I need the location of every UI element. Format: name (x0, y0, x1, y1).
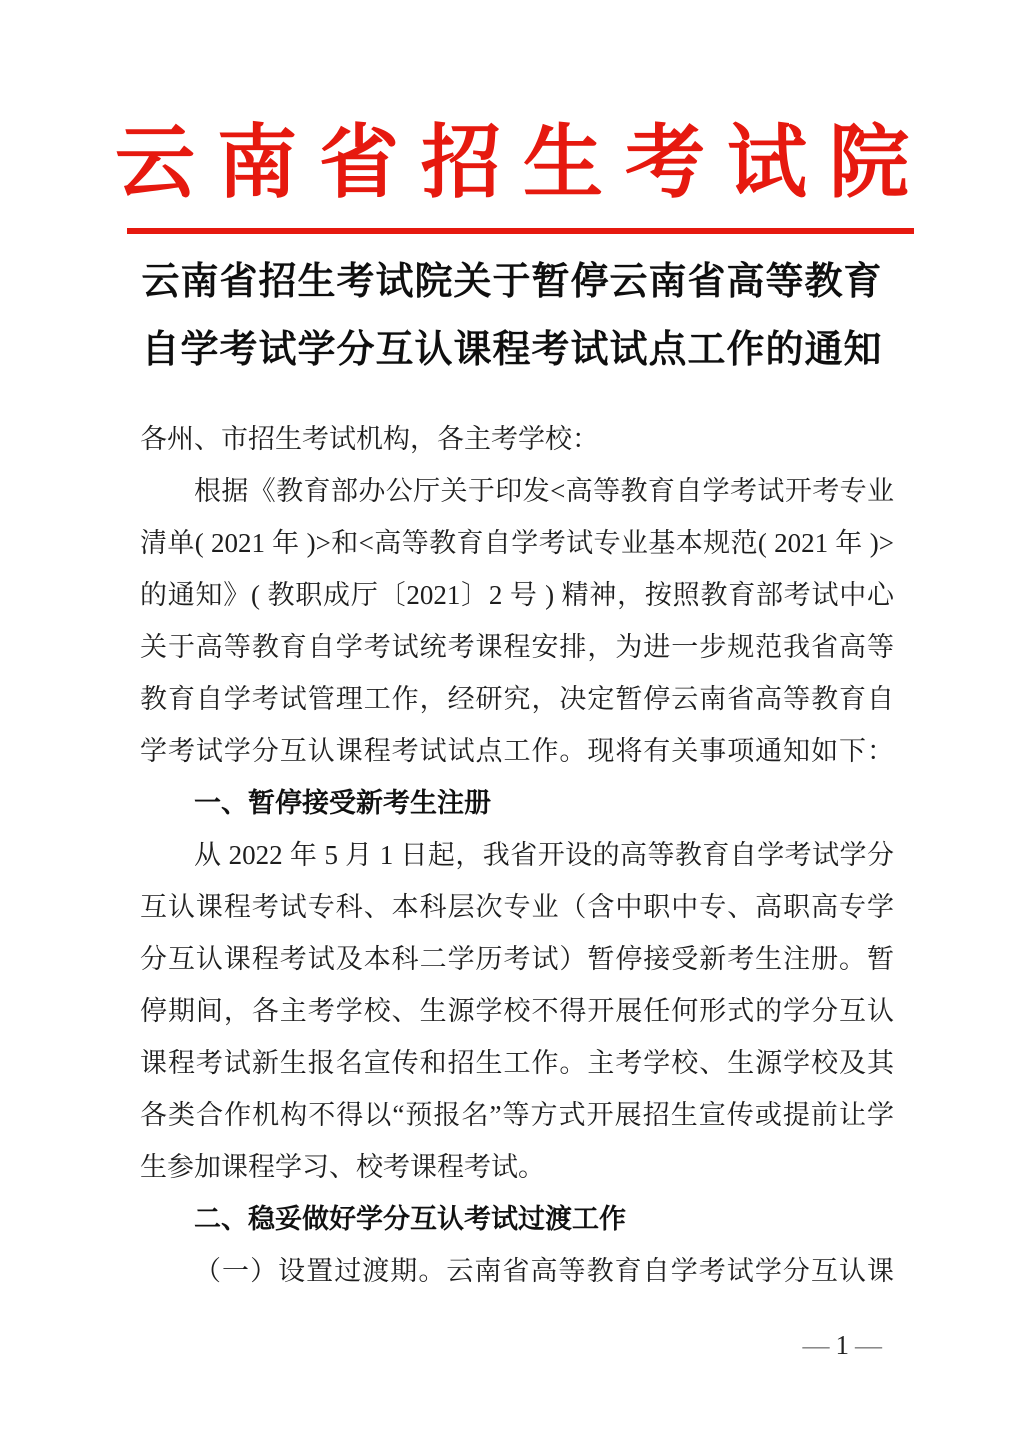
section-heading-1: 一、暂停接受新考生注册 (194, 788, 491, 818)
body-line: 生参加课程学习、校考课程考试。 (140, 1152, 545, 1182)
page-number-dash-left: — (802, 1330, 830, 1360)
page-number-dash-right: — (855, 1330, 882, 1360)
body-line: 清单( 2021 年 )>和<高等教育自学考试专业基本规范( 2021 年 )> (140, 528, 894, 558)
section-heading-2: 二、稳妥做好学分互认考试过渡工作 (194, 1204, 626, 1234)
body-line: 各类合作机构不得以“预报名”等方式开展招生宣传或提前让学 (140, 1100, 894, 1130)
page-number-value: 1 (835, 1330, 849, 1360)
body-line: 的通知》( 教职成厅〔2021〕2 号 ) 精神，按照教育部考试中心 (140, 580, 894, 610)
body-salutation-line: 各州、市招生考试机构，各主考学校： (140, 424, 599, 454)
body-line: 从 2022 年 5 月 1 日起，我省开设的高等教育自学考试学分 (194, 840, 894, 870)
document-title-line1: 云南省招生考试院关于暂停云南省高等教育 (141, 261, 883, 303)
document-body (140, 413, 894, 1297)
document-title (0, 248, 1024, 384)
document-header-org-name: 云南省招生考试院 (115, 120, 931, 208)
body-line: 学考试学分互认课程考试试点工作。现将有关事项通知如下： (140, 736, 894, 766)
body-line: （一）设置过渡期。云南省高等教育自学考试学分互认课 (194, 1256, 894, 1286)
document-title-line2: 自学考试学分互认课程考试试点工作的通知 (141, 329, 883, 371)
header-divider-line (127, 228, 914, 234)
page-number (797, 1330, 889, 1360)
body-line: 停期间，各主考学校、生源学校不得开展任何形式的学分互认 (140, 996, 894, 1026)
body-line: 关于高等教育自学考试统考课程安排，为进一步规范我省高等 (140, 632, 894, 662)
body-line: 互认课程考试专科、本科层次专业（含中职中专、高职高专学 (140, 892, 894, 922)
body-line: 分互认课程考试及本科二学历考试）暂停接受新考生注册。暂 (140, 944, 894, 974)
body-line: 根据《教育部办公厅关于印发<高等教育自学考试开考专业 (194, 476, 894, 506)
body-line: 教育自学考试管理工作，经研究，决定暂停云南省高等教育自 (140, 684, 894, 714)
body-line: 课程考试新生报名宣传和招生工作。主考学校、生源学校及其 (140, 1048, 894, 1078)
